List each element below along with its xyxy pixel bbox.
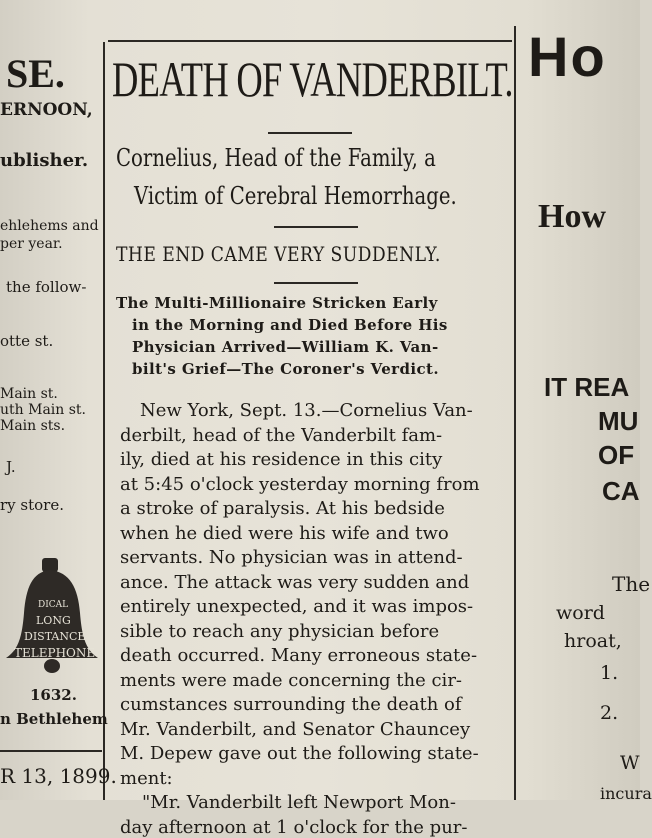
article-body-line: ment: [120,767,173,789]
right-body-line: W [620,752,640,774]
column-rule-left [103,42,105,800]
left-city: n Bethlehem [0,710,108,728]
left-line: Main sts. [0,418,66,434]
left-number: 1632. [30,686,77,704]
left-masthead: SE. [6,51,65,96]
right-masthead: Ho [528,25,607,88]
right-line: CA [602,476,640,506]
article-body-line: New York, Sept. 13.—Cornelius Van- [140,400,473,421]
article-body-line: ments were made concerning the cir- [120,669,462,691]
right-body-line: The [612,572,651,596]
right-headline: How [538,198,606,235]
left-line: J. [6,458,16,476]
article-body [106,400,514,838]
article-body-line: "Mr. Vanderbilt left Newport Mon- [142,792,456,813]
bell-text: TELEPHONE [14,646,96,660]
left-line: ublisher. [0,150,89,171]
headline-divider [268,132,352,134]
summary-line: The Multi-Millionaire Stricken Early [116,294,438,312]
bell-text: DICAL [38,600,69,610]
left-line: otte st. [0,332,54,350]
article-body-line: at 5:45 o'clock yesterday morning from [120,473,480,495]
article-body-line: entirely unexpected, and it was impos- [120,596,474,617]
article-body-line: M. Depew gave out the following state- [120,743,479,764]
left-line: uth Main st. [0,402,86,418]
section-divider [274,282,358,284]
left-line: Main st. [0,386,58,402]
left-line: per year. [0,236,63,252]
right-line: IT REA [544,372,630,402]
article-body-line: ance. The attack was very sudden and [120,571,470,593]
right-line: OF [598,440,635,470]
right-column [520,24,652,803]
article-body-line: cumstances surrounding the death of [120,694,462,715]
right-body-line: word [556,602,605,624]
summary-line: bilt's Grief—The Coroner's Verdict. [132,360,439,378]
left-line: ERNOON, [0,100,93,120]
subhead-line: Victim of Cerebral Hemorrhage. [134,182,457,210]
left-line: ry store. [0,496,64,514]
telephone-bell-icon [2,558,102,688]
bell-text: DISTANCE [24,630,86,643]
left-line: ehlehems and [0,218,99,234]
article-body-line: when he died were his wife and two [120,522,449,544]
right-line: MU [598,406,639,436]
left-line: the follow- [6,278,87,296]
article-body-line: sible to reach any physician before [120,620,440,642]
article-body-line: servants. No physician was in attend- [120,547,463,568]
right-body-line: 2. [600,702,619,724]
summary-line: Physician Arrived—William K. Van- [132,338,439,356]
left-date: R 13, 1899. [0,764,117,788]
article-body-line: derbilt, head of the Vanderbilt fam- [120,424,443,446]
bell-text: LONG [36,614,71,627]
column-rule-right [514,26,516,800]
right-body-line: hroat, [564,630,622,652]
right-body-line: incura [600,784,652,803]
article-body-line: ily, died at his residence in this city [120,449,443,470]
section-head: THE END CAME VERY SUDDENLY. [116,242,441,266]
subhead-divider [274,226,358,228]
left-column [0,38,117,800]
article-headline: DEATH OF VANDERBILT. [112,51,513,107]
article-body-line: a stroke of paralysis. At his bedside [120,498,445,519]
article-body-line: death occurred. Many erroneous state- [120,645,478,666]
right-body-line: 1. [600,662,619,684]
summary-line: in the Morning and Died Before His [132,316,448,334]
article-body-line: Mr. Vanderbilt, and Senator Chauncey [120,718,471,740]
left-date-rule [0,750,102,752]
article-body-line: day afternoon at 1 o'clock for the pur- [120,816,468,838]
article-column [106,42,514,838]
subhead-line: Cornelius, Head of the Family, a [116,144,436,172]
